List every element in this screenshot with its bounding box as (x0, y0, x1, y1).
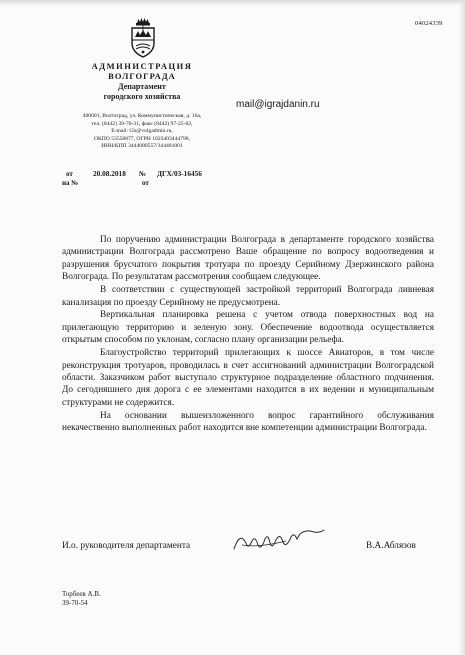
letter-body (62, 234, 434, 435)
signatory-name: В.А.Аблязов (366, 541, 416, 551)
department-line2: городского хозяйства (103, 92, 181, 101)
reg-number-label: № (139, 170, 147, 178)
reg-number: ДГХ/03-16456 (157, 169, 202, 178)
document-number: 04024339 (415, 20, 443, 27)
executor-phone: 39-70-54 (62, 599, 88, 607)
body-paragraph: На основании вышеизложенного вопрос гарантийного обслуживания некачественно выполненных работ находится вне компетенции администрации Волгограда. (62, 410, 434, 434)
body-paragraph: По поручению администрации Волгограда в департаменте городского хозяйства администрации Волгограда рассмотрено Ваше обращение по вопросу водоотведения и разрушения брусчатого покрытия тротуара по проезду Серийному Дзержинского района Волгограда. По результатам рассмотрения сообщаем следующее. (62, 235, 434, 283)
org-name-line2: ВОЛГОГРАДА (108, 71, 176, 81)
recipient-email: mail@igrajdanin.ru (236, 99, 320, 110)
sender-contacts (56, 113, 228, 151)
contacts-inn: ИНН/КПП 3444080557/344401001 (101, 143, 183, 150)
reg-date: 20.08.2018 (93, 169, 126, 178)
handwritten-signature (228, 523, 328, 559)
contacts-email: E-mail: Gh@volgadmin.ru, (111, 128, 173, 135)
contacts-codes: ОКПО 53558877, ОГРН 1023403444790, (93, 135, 190, 142)
body-paragraph: Вертикальная планировка решена с учетом отвода поверхностных вод на прилегающую территорию и зеленую зону. Обеспечение водоотвода осуществляется открытым способом по уклонам, согласно плану организации рельефа. (62, 310, 434, 346)
scan-shadow-top (0, 0, 465, 6)
executor-name: Торбеев А.В. (62, 590, 101, 598)
coat-of-arms-icon (128, 17, 158, 59)
body-paragraph: Благоустройство территорий прилегающих к шоссе Авиаторов, в том числе реконструкция тротуаров, проводилась в счет ассигнований администрации Волгоградской области. Заказчиком работ выступало структурное подразделение областного подчинения. До сегодняшнего дня дорога с ее элементами находится в их ведении и муниципальным структурами не содержится. (62, 348, 434, 408)
department-line1: Департамент (118, 82, 166, 91)
org-name-line1: АДМИНИСТРАЦИЯ (91, 61, 193, 71)
reg-from-label: от (66, 170, 73, 178)
reg-reply-to-label: на № (62, 179, 79, 187)
contacts-phones: тел. (8442) 39-70-31, факс (8442) 97-25-02, (91, 120, 193, 127)
executor-block (62, 590, 101, 608)
scan-shadow-right (459, 0, 465, 655)
body-paragraph: В соответствии с существующей застройкой территорий Волгограда ливневая канализация по проезду Серийному не предусмотрена. (62, 285, 434, 308)
reg-reply-from-label: от (142, 179, 149, 187)
contacts-address: 400001, Волгоград, ул. Коммунистическая, д. 16а, (82, 113, 202, 119)
signatory-title: И.о. руководителя департамента (62, 541, 191, 551)
sender-header (56, 61, 228, 102)
